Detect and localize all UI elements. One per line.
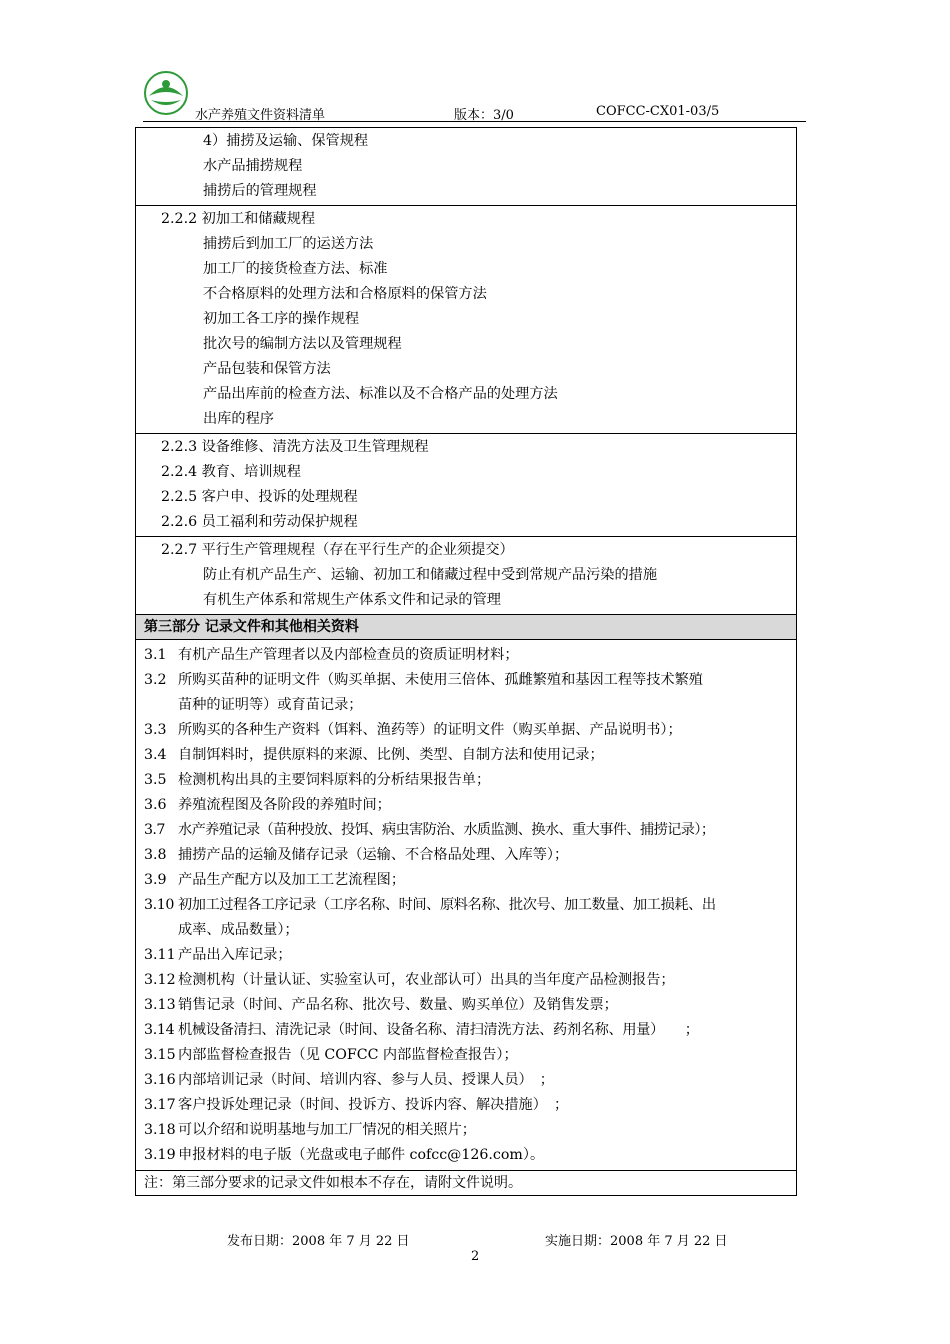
record-row: 3.13 销售记录（时间、产品名称、批次号、数量、购买单位）及销售发票； [144, 997, 618, 1013]
processing-section [136, 206, 796, 434]
header-rule [143, 121, 806, 122]
list-item: 水产品捕捞规程 [203, 158, 303, 174]
record-row: 3.15 内部监督检查报告（见 COFCC 内部监督检查报告）； [144, 1047, 518, 1063]
record-row: 3.19 申报材料的电子版（光盘或电子邮件 cofcc@126.com）。 [144, 1147, 545, 1163]
record-row-continuation: 苗种的证明等）或育苗记录； [178, 697, 363, 713]
list-item: 出库的程序 [203, 411, 274, 427]
publish-date: 发布日期：2008 年 7 月 22 日 [227, 1234, 410, 1249]
record-row-continuation: 成率、成品数量）； [178, 922, 299, 938]
record-row: 3.11 产品出入库记录； [144, 947, 292, 963]
list-item: 捕捞后到加工厂的运送方法 [203, 236, 374, 252]
list-item: 防止有机产品生产、运输、初加工和储藏过程中受到常规产品污染的措施 [203, 567, 658, 583]
record-row: 3.16 内部培训记录（时间、培训内容、参与人员、授课人员） ； [144, 1072, 554, 1088]
organic-certification-logo [143, 70, 189, 116]
effective-date: 实施日期：2008 年 7 月 22 日 [545, 1234, 728, 1249]
record-row: 3.17 客户投诉处理记录（时间、投诉方、投诉内容、解决措施） ； [144, 1097, 569, 1113]
record-row: 3.14 机械设备清扫、清洗记录（时间、设备名称、清扫清洗方法、药剂名称、用量） ； [144, 1022, 699, 1038]
part3-note: 注：第三部分要求的记录文件如根本不存在，请附文件说明。 [144, 1175, 522, 1191]
page-number: 2 [471, 1249, 480, 1264]
list-item: 产品包装和保管方法 [203, 361, 331, 377]
list-item: 批次号的编制方法以及管理规程 [203, 336, 402, 352]
list-item: 2.2.5 客户申、投诉的处理规程 [161, 489, 358, 505]
harvest-section [136, 128, 796, 206]
record-row: 3.4 自制饵料时，提供原料的来源、比例、类型、自制方法和使用记录； [144, 747, 604, 763]
list-item: 初加工各工序的操作规程 [203, 311, 360, 327]
list-item: 2.2.4 教育、培训规程 [161, 464, 301, 480]
record-row: 3.2 所购买苗种的证明文件（购买单据、未使用三倍体、孤雌繁殖和基因工程等技术繁殖 [144, 672, 703, 688]
list-item: 产品出库前的检查方法、标准以及不合格产品的处理方法 [203, 386, 558, 402]
section-heading: 2.2.2 初加工和储藏规程 [161, 211, 316, 227]
list-item: 2.2.3 设备维修、清洗方法及卫生管理规程 [161, 439, 429, 455]
list-item: 2.2.6 员工福利和劳动保护规程 [161, 514, 358, 530]
document-title: 水产养殖文件资料清单 [195, 108, 326, 123]
list-item: 加工厂的接货检查方法、标准 [203, 261, 388, 277]
document-code: COFCC-CX01-03/5 [596, 104, 720, 119]
version-label: 版本：3/0 [454, 108, 514, 123]
document-list-table [135, 127, 797, 1196]
records-list [136, 640, 796, 1171]
section-heading: 4）捕捞及运输、保管规程 [203, 133, 369, 149]
record-row: 3.7 水产养殖记录（苗种投放、投饵、病虫害防治、水质监测、换水、重大事件、捕捞记录）； [144, 822, 715, 838]
record-row: 3.9 产品生产配方以及加工工艺流程图； [144, 872, 406, 888]
record-row: 3.18 可以介绍和说明基地与加工厂情况的相关照片； [144, 1122, 476, 1138]
record-row: 3.8 捕捞产品的运输及储存记录（运输、不合格品处理、入库等）； [144, 847, 569, 863]
misc-rules-section [136, 434, 796, 537]
record-row: 3.10 初加工过程各工序记录（工序名称、时间、原料名称、批次号、加工数量、加工损耗、出 [144, 897, 716, 913]
record-row: 3.6 养殖流程图及各阶段的养殖时间； [144, 797, 391, 813]
record-row: 3.3 所购买的各种生产资料（饵料、渔药等）的证明文件（购买单据、产品说明书）； [144, 722, 682, 738]
record-row: 3.12 检测机构（计量认证、实验室认可，农业部认可）出具的当年度产品检测报告； [144, 972, 675, 988]
list-item: 捕捞后的管理规程 [203, 183, 317, 199]
record-row: 3.5 检测机构出具的主要饲料原料的分析结果报告单； [144, 772, 491, 788]
list-item: 有机生产体系和常规生产体系文件和记录的管理 [203, 592, 501, 608]
section-heading: 2.2.7 平行生产管理规程（存在平行生产的企业须提交） [161, 542, 514, 558]
list-item: 不合格原料的处理方法和合格原料的保管方法 [203, 286, 487, 302]
record-row: 3.1 有机产品生产管理者以及内部检查员的资质证明材料； [144, 647, 519, 663]
part3-title: 第三部分 记录文件和其他相关资料 [136, 615, 796, 640]
parallel-production-section [136, 537, 796, 615]
